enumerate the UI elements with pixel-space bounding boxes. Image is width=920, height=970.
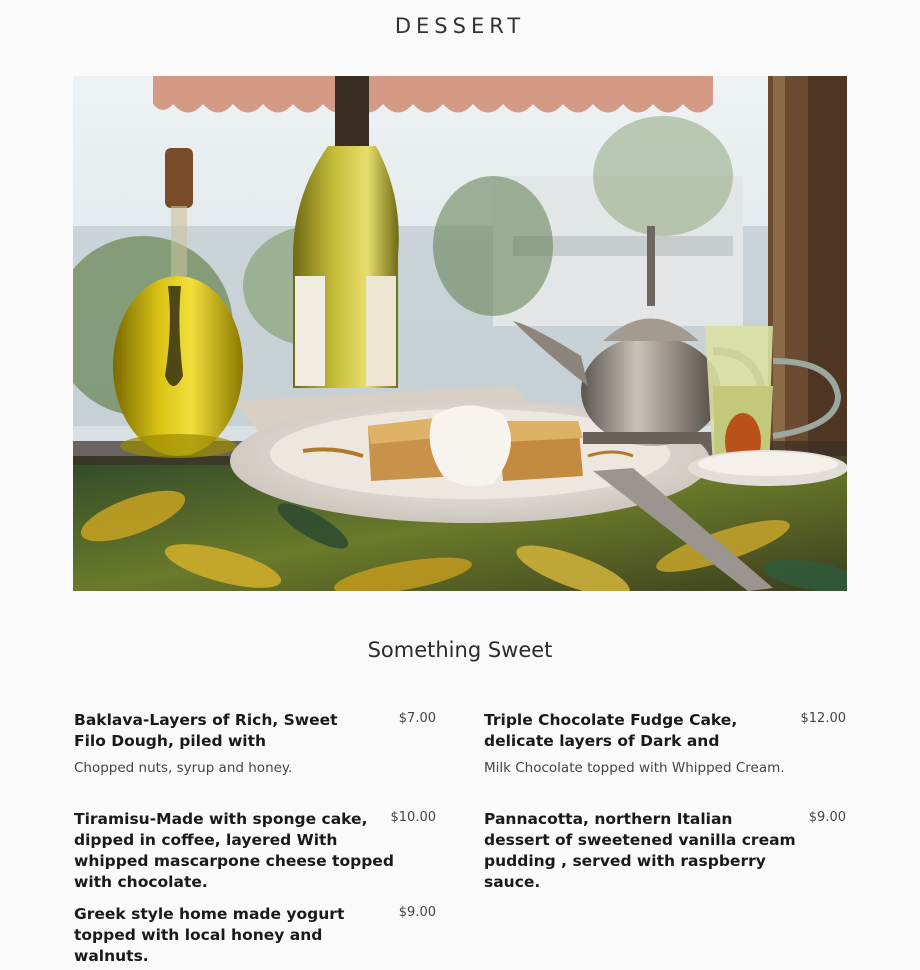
menu-item: [484, 809, 846, 891]
menu-item: [74, 809, 436, 891]
item-name: Pannacotta, northern Italian dessert of sweetened vanilla cream pudding , served with raspberry sauce.: [484, 810, 796, 891]
item-name: Greek style home made yogurt topped with local honey and walnuts.: [74, 905, 345, 965]
item-price: $9.00: [398, 905, 436, 920]
item-description: Chopped nuts, syrup and honey.: [74, 760, 293, 776]
item-description: Milk Chocolate topped with Whipped Cream.: [484, 760, 785, 776]
subsection-title: Something Sweet: [367, 638, 553, 662]
menu-item: [74, 904, 436, 965]
item-name: Triple Chocolate Fudge Cake, delicate layers of Dark and: [484, 711, 738, 750]
item-name: Baklava-Layers of Rich, Sweet Filo Dough, piled with: [74, 711, 338, 750]
item-price: $10.00: [390, 810, 436, 825]
dessert-hero-image: [73, 76, 847, 591]
page-title: DESSERT: [394, 14, 526, 38]
item-price: $9.00: [808, 810, 846, 825]
item-name: Tiramisu-Made with sponge cake, dipped in coffee, layered With whipped mascarpone cheese topped with chocolate.: [74, 810, 394, 891]
menu-item: [74, 710, 436, 782]
item-price: $7.00: [398, 711, 436, 726]
menu-item: [484, 710, 846, 782]
item-price: $12.00: [800, 711, 846, 726]
